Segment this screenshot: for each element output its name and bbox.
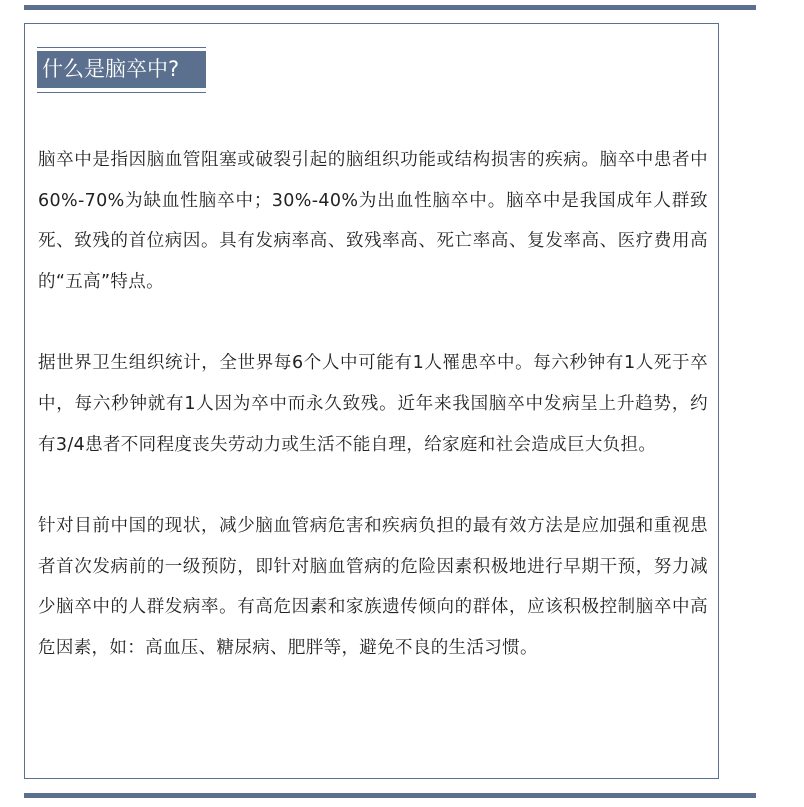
heading-bottom-rule: [37, 92, 206, 93]
top-divider-bar: [24, 5, 756, 10]
paragraph-definition: 脑卒中是指因脑血管阻塞或破裂引起的脑组织功能或结构损害的疾病。脑卒中患者中60%-70%为缺血性脑卒中；30%-40%为出血性脑卒中。脑卒中是我国成年人群致死、致残的首位病因。具有发病率高、致残率高、死亡率高、复发率高、医疗费用高的“五高”特点。: [38, 150, 708, 292]
article-body: [38, 140, 708, 669]
heading-top-rule: [37, 47, 206, 48]
paragraph-statistics: 据世界卫生组织统计，全世界每6个人中可能有1人罹患卒中。每六秒钟有1人死于卒中，每六秒钟就有1人因为卒中而永久致残。近年来我国脑卒中发病呈上升趋势，约有3/4患者不同程度丧失劳动力或生活不能自理，给家庭和社会造成巨大负担。: [38, 353, 708, 455]
article-card: [24, 23, 719, 779]
paragraph-prevention: 针对目前中国的现状，减少脑血管病危害和疾病负担的最有效方法是应加强和重视患者首次发病前的一级预防，即针对脑血管病的危险因素积极地进行早期干预，努力减少脑卒中的人群发病率。有高危因素和家族遗传倾向的群体，应该积极控制脑卒中高危因素，如：高血压、糖尿病、肥胖等，避免不良的生活习惯。: [38, 516, 708, 658]
heading-title: 什么是脑卒中?: [37, 51, 206, 88]
section-heading: [37, 47, 206, 93]
bottom-divider-bar: [24, 793, 756, 798]
